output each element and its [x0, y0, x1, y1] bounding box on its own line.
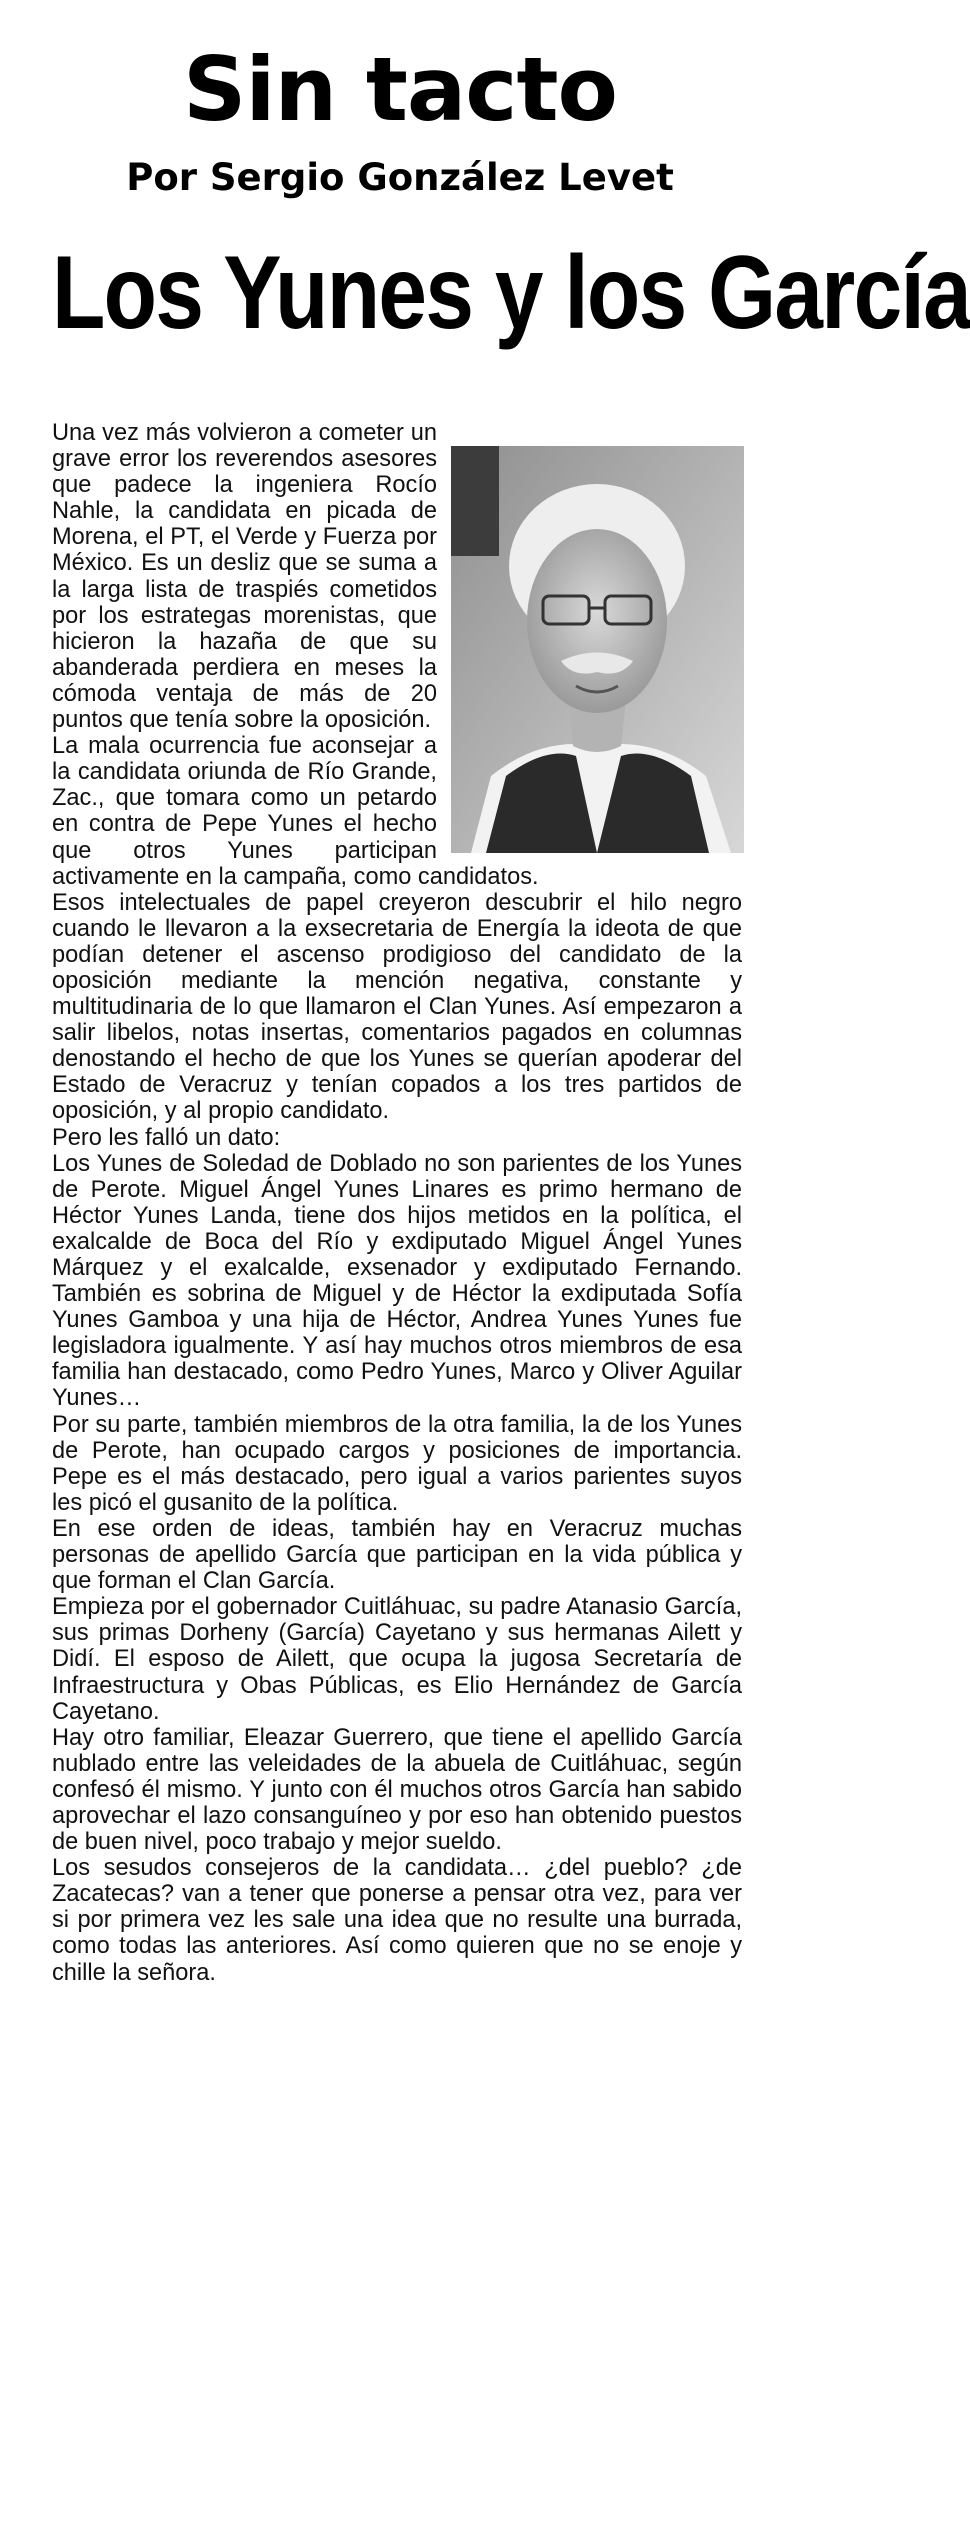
article-paragraph: Los sesudos consejeros de la candidata… ¿del pueblo? ¿de Zacatecas? van a tener que ponerse a pensar otra vez, para ver si por primera vez les sale una idea que no resulte una burrada, como todas las anteriores. Así como quieren que no se enoje y chille la señora. [52, 1855, 742, 1986]
article-paragraph: En ese orden de ideas, también hay en Veracruz muchas personas de apellido García que participan en la vida pública y que forman el Clan García. [52, 1515, 742, 1595]
byline: Por Sergio González Levet [126, 156, 674, 199]
author-portrait-icon [451, 446, 744, 853]
article-body [52, 420, 742, 1986]
article-paragraph: Una vez más volvieron a cometer un grave error los reverendos asesores que padece la ingeniera Rocío Nahle, la candidata en picada de Morena, el PT, el Verde y Fuerza por México. Es un desliz que se suma a la larga lista de traspiés cometidos por los estrategas morenistas, que hicieron la hazaña de que su abanderada perdiera en meses la cómoda ventaja de más de 20 puntos que tenía sobre la oposición. [52, 420, 437, 734]
article-paragraph: Por su parte, también miembros de la otra familia, la de los Yunes de Perote, han ocupado cargos y posiciones de importancia. Pepe es el más destacado, pero igual a varios parientes suyos les picó el gusanito de la política. [52, 1411, 742, 1516]
article-paragraph: Hay otro familiar, Eleazar Guerrero, que tiene el apellido García nublado entre las veleidades de la abuela de Cuitláhuac, según confesó él mismo. Y junto con él muchos otros García han sabido aprovechar el lazo consanguíneo y por eso han obtenido puestos de buen nivel, poco trabajo y mejor sueldo. [52, 1724, 742, 1856]
article-paragraph: Pero les falló un dato: [52, 1124, 281, 1151]
article-paragraph: Esos intelectuales de papel creyeron descubrir el hilo negro cuando le llevaron a la exsecretaria de Energía la ideota de que podían detener el ascenso prodigioso del candidato de la oposición mediante la mención negativa, constante y multitudinaria de lo que llamaron el Clan Yunes. Así empezaron a salir libelos, notas insertas, comentarios pagados en columnas denostando el hecho de que los Yunes se querían apoderar del Estado de Veracruz y tenían copados a los tres partidos de oposición, y al propio candidato. [52, 889, 742, 1125]
article-paragraph: Empieza por el gobernador Cuitláhuac, su padre Atanasio García, sus primas Dorheny (García) Cayetano y sus hermanas Ailett y Didí. El esposo de Ailett, que ocupa la jugosa Secretaría de Infraestructura y Obas Públicas, es Elio Hernández de García Cayetano. [52, 1594, 742, 1725]
article-headline: Los Yunes y los García [52, 235, 970, 351]
author-portrait-photo [451, 446, 744, 853]
article-paragraph: La mala ocurrencia fue aconsejar a la candidata oriunda de Río Grande, Zac., que tomara como un petardo en contra de Pepe Yunes el hecho que otros Yunes participan activamente en la campaña, como candidatos. [52, 733, 539, 890]
article-paragraph: Los Yunes de Soledad de Doblado no son parientes de los Yunes de Perote. Miguel Ángel Yunes Linares es primo hermano de Héctor Yunes Landa, tiene dos hijos metidos en la política, el exalcalde de Boca del Río y exdiputado Miguel Ángel Yunes Márquez y el exalcalde, exsenador y exdiputado Fernando. También es sobrina de Miguel y de Héctor la exdiputada Sofía Yunes Gamboa y una hija de Héctor, Andrea Yunes Yunes fue legisladora igualmente. Y así hay muchos otros miembros de esa familia han destacado, como Pedro Yunes, Marco y Oliver Aguilar Yunes… [52, 1150, 742, 1412]
column-name: Sin tacto [183, 38, 617, 141]
